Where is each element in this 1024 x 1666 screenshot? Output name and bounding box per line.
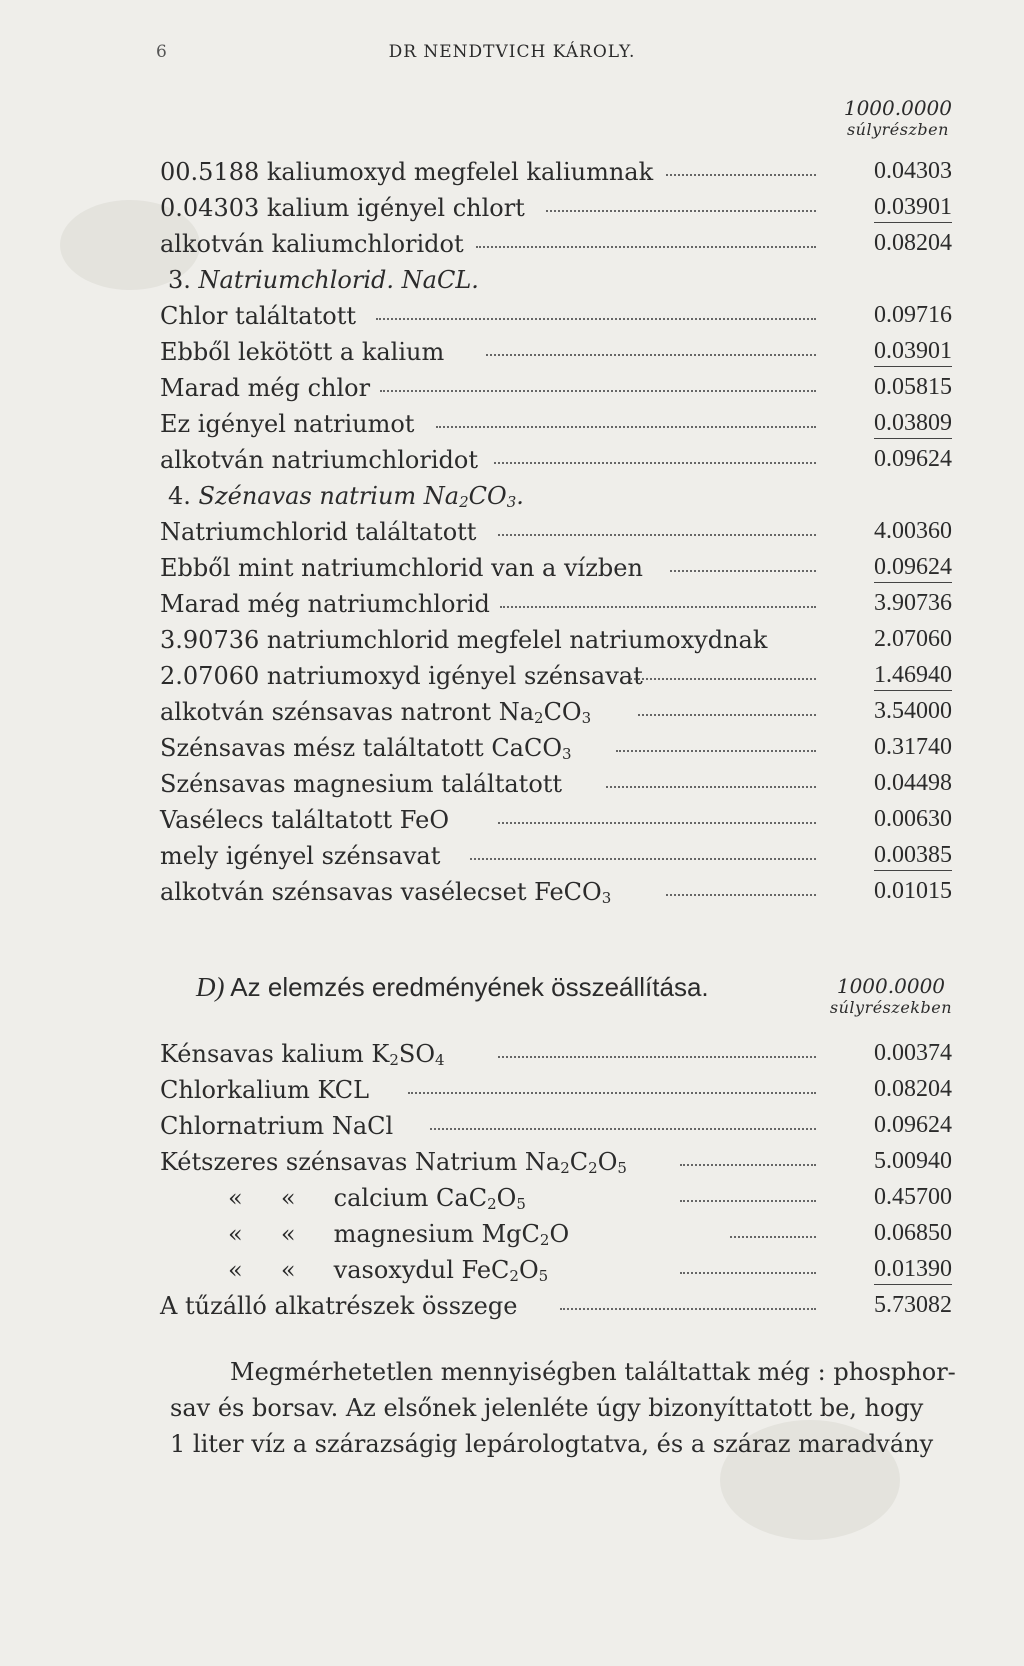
leader-dots: [498, 820, 816, 824]
paragraph-line: sav és borsav. Az elsőnek jelenléte úgy bizonyíttatott be, hogy: [170, 1394, 924, 1422]
ledger-row: [160, 374, 952, 408]
row-value: 0.00630: [874, 806, 952, 832]
leader-dots: [476, 244, 816, 248]
leader-dots: [560, 1306, 816, 1310]
row-label: Chlornatrium NaCl: [160, 1112, 394, 1140]
row-label: Vasélecs találtatott FeO: [160, 806, 450, 834]
ledger-row: [160, 878, 952, 912]
row-value: 0.09624: [874, 1112, 952, 1138]
row-value: 4.00360: [874, 518, 952, 544]
row-value: 0.00374: [874, 1040, 952, 1066]
result-row: [160, 1256, 952, 1290]
leader-dots: [498, 532, 816, 536]
row-label: « « magnesium MgC$_2$O: [228, 1220, 570, 1249]
leader-dots: [380, 388, 816, 392]
ledger-row: [160, 410, 952, 444]
leader-dots: [498, 1054, 816, 1058]
leader-dots: [606, 784, 816, 788]
leader-dots: [666, 172, 816, 176]
row-label: Kétszeres szénsavas Natrium $Na_2C_2O_5$: [160, 1148, 627, 1177]
row-label: Chlor találtatott: [160, 302, 356, 330]
row-label: Szénsavas magnesium találtatott: [160, 770, 563, 798]
row-label: 0.04303 kalium igényel chlort: [160, 194, 525, 222]
ledger-row: [160, 302, 952, 336]
row-value: 5.73082: [874, 1292, 952, 1318]
leader-dots: [494, 460, 816, 464]
row-label: Ez igényel natriumot: [160, 410, 415, 438]
ledger-row: [160, 770, 952, 804]
page-header: [0, 38, 1024, 68]
leader-dots: [616, 748, 816, 752]
row-value: 1.46940: [874, 662, 952, 691]
row-value: 0.06850: [874, 1220, 952, 1246]
result-row: [160, 1112, 952, 1146]
section-heading: 4. Szénavas natrium $Na_2CO_3$.: [168, 482, 524, 511]
row-value: 0.04498: [874, 770, 952, 796]
row-label: Szénsavas mész találtatott CaCO$_3$: [160, 734, 572, 763]
ledger-row: [160, 194, 952, 228]
row-label: Kénsavas kalium $K_2SO_4$: [160, 1040, 445, 1069]
unit-amount: 1000.0000: [836, 974, 946, 998]
result-row: [160, 1040, 952, 1074]
row-value: 3.54000: [874, 698, 952, 724]
leader-dots: [546, 208, 816, 212]
row-value: 0.09624: [874, 446, 952, 472]
ledger-row: [160, 734, 952, 768]
ledger-row: [160, 158, 952, 192]
row-value: 0.01015: [874, 878, 952, 904]
row-value: 0.09624: [874, 554, 952, 583]
paragraph-line: Megmérhetetlen mennyiségben találtattak még : phosphor-: [230, 1358, 956, 1386]
leader-dots: [430, 1126, 816, 1130]
row-value: 0.08204: [874, 1076, 952, 1102]
result-row: [160, 1184, 952, 1218]
row-value: 0.04303: [874, 158, 952, 184]
row-label: Ebből mint natriumchlorid van a vízben: [160, 554, 643, 582]
row-value: 2.07060: [874, 626, 952, 652]
row-label: Marad még natriumchlorid: [160, 590, 490, 618]
row-label: 3.90736 natriumchlorid megfelel natriumoxydnak: [160, 626, 768, 654]
leader-dots: [680, 1270, 816, 1274]
ledger-row: [160, 590, 952, 624]
section-heading: 3. Natriumchlorid. NaCL.: [168, 266, 479, 294]
row-label: « « vasoxydul $FeC_2O_5$: [228, 1256, 549, 1285]
result-row: [160, 1220, 952, 1254]
leader-dots: [666, 892, 816, 896]
row-label: alkotván natriumchloridot: [160, 446, 478, 474]
section-title: [196, 972, 709, 1003]
paragraph-line: 1 liter víz a szárazságig lepárologtatva, és a száraz maradvány: [170, 1430, 934, 1458]
row-label: 00.5188 kaliumoxyd megfelel kaliumnak: [160, 158, 654, 186]
leader-dots: [680, 1198, 816, 1202]
row-label: 2.07060 natriumoxyd igényel szénsavat: [160, 662, 643, 690]
unit-amount: 1000.0000: [843, 96, 952, 120]
row-value: 3.90736: [874, 590, 952, 616]
row-value: 0.01390: [874, 1256, 952, 1285]
section-letter: D): [196, 972, 225, 1002]
leader-dots: [408, 1090, 816, 1094]
page-number: 6: [156, 42, 167, 62]
leader-dots: [470, 856, 816, 860]
ledger-row: [160, 662, 952, 696]
leader-dots: [638, 712, 816, 716]
leader-dots: [376, 316, 816, 320]
row-value: 0.08204: [874, 230, 952, 256]
running-title: DR NENDTVICH KÁROLY.: [388, 42, 636, 62]
ledger-row: [160, 230, 952, 264]
row-label: Marad még chlor: [160, 374, 371, 402]
result-row: [160, 1148, 952, 1182]
row-label: alkotván kaliumchloridot: [160, 230, 464, 258]
row-value: 5.00940: [874, 1148, 952, 1174]
unit-label: súlyrészben: [846, 120, 949, 139]
row-label: Chlorkalium KCL: [160, 1076, 370, 1104]
section-heading-row: [160, 482, 952, 516]
leader-dots: [486, 352, 816, 356]
row-value: 0.31740: [874, 734, 952, 760]
leader-dots: [730, 1234, 816, 1238]
row-label: « « calcium $CaC_2O_5$: [228, 1184, 526, 1213]
unit-label: súlyrészekben: [829, 998, 952, 1017]
ledger-row: [160, 842, 952, 876]
section-title-text: Az elemzés eredményének összeállítása.: [230, 972, 709, 1002]
row-value: 0.45700: [874, 1184, 952, 1210]
result-row: [160, 1292, 952, 1326]
leader-dots: [500, 604, 816, 608]
row-label: Natriumchlorid találtatott: [160, 518, 477, 546]
unit-header-top: [844, 96, 952, 139]
ledger-row: [160, 338, 952, 372]
row-label: alkotván szénsavas vasélecset FeCO$_3$: [160, 878, 612, 907]
leader-dots: [630, 676, 816, 680]
row-value: 0.09716: [874, 302, 952, 328]
row-value: 0.05815: [874, 374, 952, 400]
row-label: mely igényel szénsavat: [160, 842, 441, 870]
ledger-row: [160, 554, 952, 588]
leader-dots: [670, 568, 816, 572]
leader-dots: [680, 1162, 816, 1166]
leader-dots: [436, 424, 816, 428]
row-label: alkotván szénsavas natront $Na_2CO_3$: [160, 698, 592, 727]
result-row: [160, 1076, 952, 1110]
row-value: 0.00385: [874, 842, 952, 871]
row-value: 0.03901: [874, 194, 952, 223]
ledger-row: [160, 626, 952, 660]
row-label: Ebből lekötött a kalium: [160, 338, 445, 366]
row-label: A tűzálló alkatrészek összege: [160, 1292, 518, 1320]
ledger-row: [160, 698, 952, 732]
section-heading-row: [160, 266, 952, 300]
unit-header-bottom: [830, 974, 952, 1017]
row-value: 0.03809: [874, 410, 952, 439]
ledger-row: [160, 446, 952, 480]
ledger-row: [160, 806, 952, 840]
row-value: 0.03901: [874, 338, 952, 367]
ledger-row: [160, 518, 952, 552]
